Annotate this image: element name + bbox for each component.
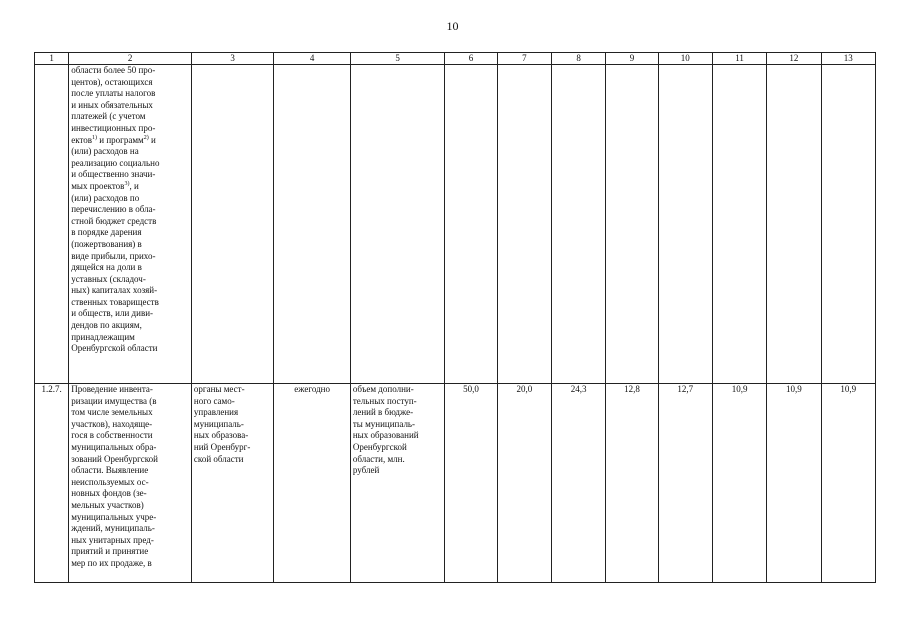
- description-line: и иных обязательных: [71, 99, 153, 110]
- period-cell: [274, 65, 350, 384]
- description-line: области. Выявление: [71, 465, 149, 476]
- description-line: зований Оренбургской: [71, 453, 158, 464]
- column-header: 3: [191, 53, 273, 65]
- column-header: 11: [712, 53, 766, 65]
- executor-line: ний Оренбург-: [193, 441, 251, 452]
- indicator-line: ных образований: [352, 430, 419, 441]
- description-line: инвестиционных про-: [71, 122, 156, 133]
- description-line: (или) расходов по: [71, 192, 140, 203]
- column-header: 8: [552, 53, 606, 65]
- description-line: перечислению в обла-: [71, 204, 156, 215]
- description-line: (или) расходов на: [71, 146, 139, 157]
- value-cell: [712, 65, 766, 384]
- row-number-cell: [35, 65, 69, 384]
- description-line: и обществ, или диви-: [71, 308, 154, 319]
- indicator-line: объем дополни-: [352, 384, 414, 394]
- description-line: мых проектов$^{3)}$, и: [71, 180, 139, 191]
- description-cell: [69, 384, 192, 583]
- footnote-mark: 3): [124, 180, 130, 187]
- description-line: муниципальных учре-: [71, 511, 157, 522]
- description-line: муниципальных обра-: [71, 441, 157, 452]
- description-line: гося в собственности: [71, 430, 153, 441]
- indicator-line: тельных поступ-: [352, 395, 417, 406]
- description-line: платежей (с учетом: [71, 111, 146, 122]
- column-header: 13: [821, 53, 875, 65]
- description-line: реализацию социально: [71, 157, 160, 168]
- executor-line: ных образова-: [193, 430, 249, 441]
- column-header: 9: [606, 53, 658, 65]
- description-line: ектов$^{1)}$ и программ$^{2)}$ и: [71, 134, 156, 145]
- description-line: и общественно значи-: [71, 169, 156, 180]
- column-header: 1: [35, 53, 69, 65]
- footnote-mark: 1): [92, 134, 98, 141]
- description-line: мер по их продаже, в: [71, 557, 152, 568]
- column-header: 10: [658, 53, 712, 65]
- value-cell: [767, 65, 821, 384]
- indicator-line: лений в бюдже-: [352, 407, 414, 418]
- indicator-line: ты муниципаль-: [352, 418, 416, 429]
- value-cell: 10,9: [712, 384, 766, 583]
- column-number-row: [35, 53, 876, 65]
- period-cell: ежегодно: [274, 384, 350, 583]
- description-line: ных унитарных пред-: [71, 534, 154, 545]
- executor-line: ской области: [193, 453, 244, 464]
- column-header: 7: [497, 53, 551, 65]
- description-line: ждений, муниципаль-: [71, 523, 155, 534]
- executor-line: муниципаль-: [193, 418, 244, 429]
- description-line: ственных товариществ: [71, 296, 159, 307]
- column-header: 12: [767, 53, 821, 65]
- column-header: 4: [274, 53, 350, 65]
- executor-line: управления: [193, 407, 239, 418]
- description-line: участков), находяще-: [71, 418, 153, 429]
- description-line: том числе земельных: [71, 407, 153, 418]
- description-line: области более 50 про-: [71, 65, 156, 75]
- table-row: [35, 65, 876, 384]
- indicator-line: рублей: [352, 465, 380, 476]
- column-header: 5: [350, 53, 445, 65]
- description-line: Проведение инвента-: [71, 384, 153, 394]
- description-line: дендов по акциям,: [71, 320, 142, 331]
- program-table: [34, 52, 876, 583]
- description-cell: [69, 65, 192, 384]
- table-row: [35, 384, 876, 583]
- column-header: 2: [69, 53, 192, 65]
- executor-line: органы мест-: [193, 384, 245, 394]
- description-line: мельных участков): [71, 499, 144, 510]
- value-cell: 12,7: [658, 384, 712, 583]
- column-header: 6: [445, 53, 497, 65]
- description-line: неиспользуемых ос-: [71, 476, 149, 487]
- description-line: приятий и принятие: [71, 546, 149, 557]
- value-cell: 10,9: [767, 384, 821, 583]
- indicator-cell: [350, 65, 445, 384]
- description-line: новных фондов (зе-: [71, 488, 147, 499]
- footnote-mark: 2): [143, 134, 149, 141]
- value-cell: [658, 65, 712, 384]
- value-cell: 50,0: [445, 384, 497, 583]
- executor-line: ного само-: [193, 395, 235, 406]
- description-line: стной бюджет средств: [71, 215, 157, 226]
- value-cell: [497, 65, 551, 384]
- description-line: (пожертвования) в: [71, 238, 142, 249]
- value-cell: [552, 65, 606, 384]
- description-line: уставных (складоч-: [71, 273, 146, 284]
- value-cell: 24,3: [552, 384, 606, 583]
- value-cell: [445, 65, 497, 384]
- page-number: 10: [446, 19, 459, 33]
- value-cell: [606, 65, 658, 384]
- value-cell: 12,8: [606, 384, 658, 583]
- description-line: Оренбургской области: [71, 343, 158, 354]
- indicator-line: области, млн.: [352, 453, 405, 464]
- value-cell: 10,9: [821, 384, 875, 583]
- value-cell: 20,0: [497, 384, 551, 583]
- description-line: в порядке дарения: [71, 227, 142, 238]
- description-line: после уплаты налогов: [71, 88, 156, 99]
- executor-cell: [191, 384, 273, 583]
- row-number-cell: 1.2.7.: [35, 384, 69, 583]
- description-line: ризации имущества (в: [71, 395, 157, 406]
- executor-cell: [191, 65, 273, 384]
- indicator-cell: [350, 384, 445, 583]
- description-line: принадлежащим: [71, 331, 135, 342]
- description-line: ных) капиталах хозяй-: [71, 285, 158, 296]
- description-line: дящейся на доли в: [71, 262, 142, 273]
- description-line: центов), остающихся: [71, 76, 153, 87]
- value-cell: [821, 65, 875, 384]
- indicator-line: Оренбургской: [352, 441, 407, 452]
- description-line: виде прибыли, прихо-: [71, 250, 156, 261]
